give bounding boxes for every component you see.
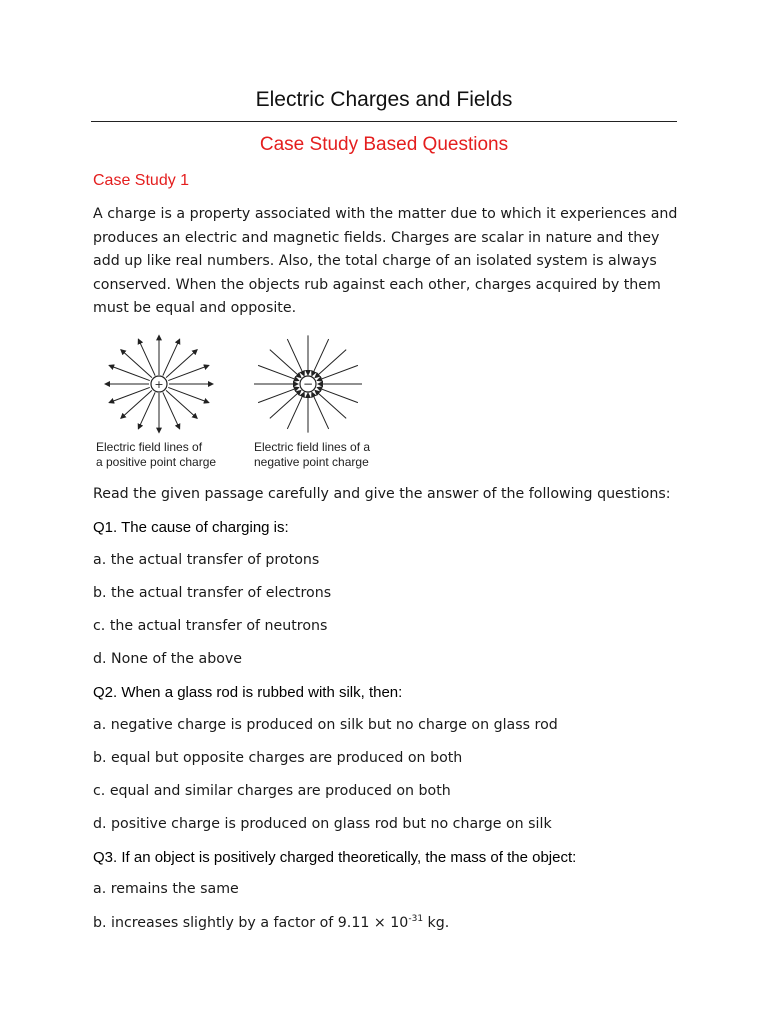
positive-field-line xyxy=(109,387,150,402)
q3-option-b xyxy=(93,914,449,931)
document-title: Electric Charges and Fields xyxy=(255,88,513,111)
q3-option-b-exponent: -31 xyxy=(408,914,424,924)
negative-field-line xyxy=(287,339,304,376)
question-1: Q1. The cause of charging is: xyxy=(93,519,289,536)
negative-field-line xyxy=(317,365,358,380)
negative-caption xyxy=(254,440,370,470)
negative-symbol: − xyxy=(302,377,314,391)
case-study-heading: Case Study 1 xyxy=(93,172,190,189)
positive-field-line xyxy=(166,350,197,378)
negative-field-line xyxy=(258,387,299,402)
q1-option-c: c. the actual transfer of neutrons xyxy=(93,618,328,634)
positive-field-line xyxy=(168,365,209,380)
positive-field-line xyxy=(168,387,209,402)
q3-option-a: a. remains the same xyxy=(93,881,239,897)
negative-caption-line2: negative point charge xyxy=(254,455,369,469)
q2-option-d: d. positive charge is produced on glass rod but no charge on silk xyxy=(93,816,552,832)
negative-field-line xyxy=(287,392,304,429)
positive-caption-line2: a positive point charge xyxy=(96,455,217,469)
q2-option-c: c. equal and similar charges are produced on both xyxy=(93,783,451,799)
q3-option-b-text: b. increases slightly by a factor of 9.11 × 10 xyxy=(93,915,409,931)
q1-option-a: a. the actual transfer of protons xyxy=(93,552,320,568)
negative-field-line xyxy=(315,390,346,418)
negative-field-line xyxy=(312,392,329,429)
positive-field-line xyxy=(163,339,180,376)
q1-option-d: d. None of the above xyxy=(93,651,243,667)
negative-field-line xyxy=(312,339,329,376)
field-lines-diagram xyxy=(92,333,392,443)
case-study-passage: A charge is a property associated with the matter due to which it experiences and produces an electric and magnetic fields. Charges are scalar in nature and they add up like real numbers. Also, the total charge of an isolated system is always conserved. When the objects rub against each other, charges acquired by them must be equal and opposite. xyxy=(93,206,678,316)
positive-field-line xyxy=(138,392,155,429)
question-2: Q2. When a glass rod is rubbed with silk, then: xyxy=(93,684,403,701)
field-lines-figure xyxy=(92,333,392,473)
q1-option-b: b. the actual transfer of electrons xyxy=(93,585,332,601)
positive-field-line xyxy=(163,392,180,429)
title-divider xyxy=(91,121,677,122)
negative-field-line xyxy=(315,350,346,378)
positive-field-line xyxy=(109,365,150,380)
negative-field-line xyxy=(258,365,299,380)
positive-field-line xyxy=(138,339,155,376)
negative-caption-line1: Electric field lines of a xyxy=(254,440,371,454)
instructions-text: Read the given passage carefully and give the answer of the following questions: xyxy=(93,486,671,502)
positive-field-line xyxy=(166,390,197,418)
positive-caption xyxy=(96,440,216,470)
positive-field-line xyxy=(121,390,152,418)
positive-caption-line1: Electric field lines of xyxy=(96,440,203,454)
q2-option-b: b. equal but opposite charges are produced on both xyxy=(93,750,463,766)
negative-field-line xyxy=(270,390,301,418)
negative-field-line xyxy=(317,387,358,402)
positive-field-line xyxy=(121,350,152,378)
positive-symbol: + xyxy=(154,378,164,391)
question-3: Q3. If an object is positively charged theoretically, the mass of the object: xyxy=(93,849,577,866)
negative-field-line xyxy=(270,350,301,378)
section-subtitle: Case Study Based Questions xyxy=(259,134,509,155)
q2-option-a: a. negative charge is produced on silk but no charge on glass rod xyxy=(93,717,558,733)
q3-option-b-unit: kg. xyxy=(423,915,450,931)
